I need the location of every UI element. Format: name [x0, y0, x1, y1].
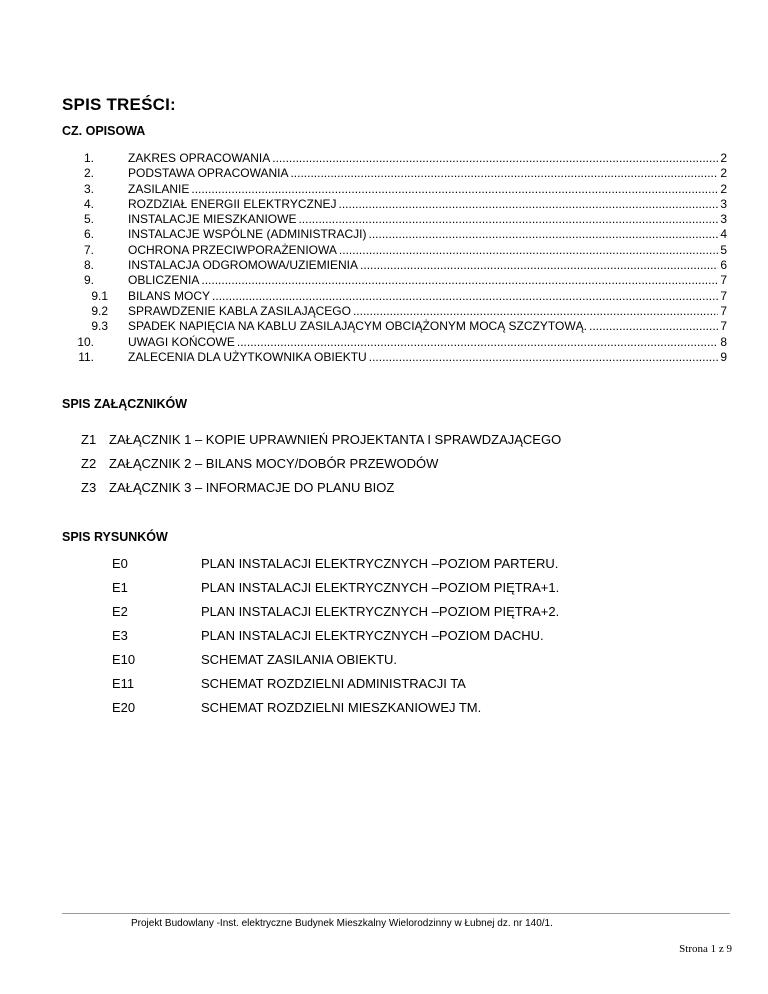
toc-leader-dots [290, 166, 718, 181]
toc-entry-number: 8. [83, 258, 94, 273]
toc-entry-title: ZALECENIA DLA UŻYTKOWNIKA OBIEKTU [128, 349, 367, 364]
toc-entry-number: 1. [83, 151, 94, 165]
toc-entry-number: 4. [83, 196, 94, 211]
attachment-item [81, 432, 561, 447]
toc-leader-dots [191, 182, 718, 197]
toc-entry [62, 304, 727, 319]
toc-entry [62, 319, 727, 334]
toc-leader-dots [201, 273, 718, 288]
toc-leader-dots [353, 304, 718, 319]
drawing-code: E3 [112, 628, 128, 643]
toc-entry-title: BILANS MOCY [128, 288, 211, 303]
toc-leader-dots [338, 197, 718, 212]
drawing-code: E2 [112, 604, 128, 619]
toc-entry-page: 6 [720, 258, 727, 273]
toc-entry-page: 9 [720, 349, 727, 364]
toc-entry-line [128, 289, 727, 304]
toc-entry [62, 273, 727, 288]
drawing-label: SCHEMAT ROZDZIELNI MIESZKANIOWEJ TM. [201, 700, 482, 715]
toc-leader-dots [212, 289, 718, 304]
toc-entry-line [128, 227, 727, 242]
toc-entry [62, 151, 727, 166]
toc-entry-number: 11. [78, 349, 94, 364]
attachment-item [81, 480, 394, 495]
drawing-code: E0 [112, 556, 128, 571]
footer-text: Projekt Budowlany -Inst. elektryczne Budynek Mieszkalny Wielorodzinny w Łubnej dz. nr 140/1. [131, 918, 553, 929]
toc-entry-page: 7 [720, 319, 727, 334]
toc-entry-title: OCHRONA PRZECIWPORAŻENIOWA [128, 242, 337, 257]
toc-entry-number: 7. [83, 242, 94, 257]
toc-entry [62, 166, 727, 181]
toc-leader-dots [360, 258, 718, 273]
toc-leader-dots [589, 319, 718, 334]
toc-entry-line [128, 258, 727, 273]
toc-entry-number: 6. [83, 227, 94, 242]
toc-entry-page: 2 [720, 181, 727, 196]
toc-entry-number: 9.3 [91, 319, 108, 334]
toc-entry-title: OBLICZENIA [128, 273, 200, 288]
table-of-contents [62, 151, 727, 365]
toc-entry-title: SPADEK NAPIĘCIA NA KABLU ZASILAJĄCYM OBCIĄŻONYM MOCĄ SZCZYTOWĄ. [128, 319, 587, 334]
toc-entry-page: 8 [720, 334, 727, 349]
attachment-label: ZAŁĄCZNIK 2 – BILANS MOCY/DOBÓR PRZEWODÓW [109, 456, 439, 471]
toc-entry-line [128, 243, 727, 258]
toc-entry [62, 212, 727, 227]
attachment-code: Z1 [81, 432, 97, 447]
toc-entry-number: 3. [83, 181, 94, 196]
drawing-label: SCHEMAT ZASILANIA OBIEKTU. [201, 652, 398, 667]
toc-entry [62, 182, 727, 197]
toc-entry-number: 9.2 [91, 303, 108, 318]
toc-leader-dots [368, 227, 718, 242]
toc-entry-line [128, 166, 727, 181]
toc-entry-line [128, 350, 727, 365]
drawing-label: SCHEMAT ROZDZIELNI ADMINISTRACJI TA [201, 676, 466, 691]
toc-entry-title: INSTALACJE WSPÓLNE (ADMINISTRACJI) [128, 227, 367, 242]
toc-entry-number: 10. [77, 334, 94, 349]
footer-divider [62, 913, 730, 914]
drawing-label: PLAN INSTALACJI ELEKTRYCZNYCH –POZIOM PIĘTRA+2. [201, 604, 560, 619]
toc-entry-title: ZASILANIE [128, 181, 190, 196]
toc-entry-page: 7 [720, 273, 727, 288]
toc-entry-line [128, 151, 727, 166]
attachment-item [81, 456, 438, 471]
toc-entry [62, 258, 727, 273]
drawing-code: E10 [112, 652, 136, 667]
attachment-label: ZAŁĄCZNIK 1 – KOPIE UPRAWNIEŃ PROJEKTANTA I SPRAWDZAJĄCEGO [109, 432, 562, 447]
toc-leader-dots [272, 151, 718, 166]
toc-entry-page: 3 [720, 196, 727, 211]
drawing-label: PLAN INSTALACJI ELEKTRYCZNYCH –POZIOM PARTERU. [201, 556, 559, 571]
toc-entry-number: 9. [83, 273, 94, 288]
toc-leader-dots [369, 350, 719, 365]
toc-entry-title: UWAGI KOŃCOWE [128, 334, 235, 349]
toc-entry-page: 7 [720, 303, 727, 318]
attachment-code: Z2 [81, 456, 97, 471]
toc-entry-title: INSTALACJE MIESZKANIOWE [128, 212, 297, 227]
toc-entry [62, 197, 727, 212]
toc-entry-title: ROZDZIAŁ ENERGII ELEKTRYCZNEJ [128, 196, 337, 211]
toc-entry-page: 4 [720, 227, 727, 242]
toc-entry-number: 9.1 [91, 288, 108, 303]
toc-leader-dots [339, 243, 718, 258]
toc-entry-number: 5. [83, 212, 94, 227]
drawing-label: PLAN INSTALACJI ELEKTRYCZNYCH –POZIOM DACHU. [201, 628, 544, 643]
toc-entry-line [128, 182, 727, 197]
drawing-code: E11 [112, 676, 135, 691]
toc-entry [62, 243, 727, 258]
toc-entry-title: SPRAWDZENIE KABLA ZASILAJĄCEGO [128, 303, 351, 318]
page-number: Strona 1 z 9 [679, 943, 732, 955]
toc-entry-page: 7 [720, 288, 727, 303]
toc-entry-line [128, 304, 727, 319]
toc-entry [62, 227, 727, 242]
toc-entry-line [128, 197, 727, 212]
drawing-code: E20 [112, 700, 136, 715]
section-heading-opisowa: CZ. OPISOWA [62, 124, 146, 138]
toc-entry-line [128, 335, 727, 350]
section-heading-attachments: SPIS ZAŁĄCZNIKÓW [62, 397, 187, 411]
attachment-code: Z3 [81, 480, 97, 495]
toc-entry-line [128, 273, 727, 288]
toc-entry-line [128, 212, 727, 227]
toc-entry [62, 289, 727, 304]
toc-entry-page: 5 [720, 242, 727, 257]
toc-entry-title: INSTALACJA ODGROMOWA/UZIEMIENIA [128, 258, 359, 273]
toc-entry [62, 335, 727, 350]
toc-leader-dots [237, 335, 718, 350]
toc-entry-title: ZAKRES OPRACOWANIA [128, 151, 271, 165]
drawing-code: E1 [112, 580, 128, 595]
section-heading-drawings: SPIS RYSUNKÓW [62, 530, 168, 544]
drawing-label: PLAN INSTALACJI ELEKTRYCZNYCH –POZIOM PIĘTRA+1. [201, 580, 560, 595]
toc-entry-page: 3 [720, 212, 727, 227]
toc-entry-number: 2. [83, 166, 94, 181]
toc-entry [62, 350, 727, 365]
toc-entry-page: 2 [720, 151, 727, 165]
toc-leader-dots [298, 212, 718, 227]
toc-entry-line [128, 319, 727, 334]
toc-entry-page: 2 [720, 166, 727, 181]
toc-entry-title: PODSTAWA OPRACOWANIA [128, 166, 289, 181]
page-title: SPIS TREŚCI: [62, 95, 176, 114]
attachment-label: ZAŁĄCZNIK 3 – INFORMACJE DO PLANU BIOZ [109, 480, 395, 495]
